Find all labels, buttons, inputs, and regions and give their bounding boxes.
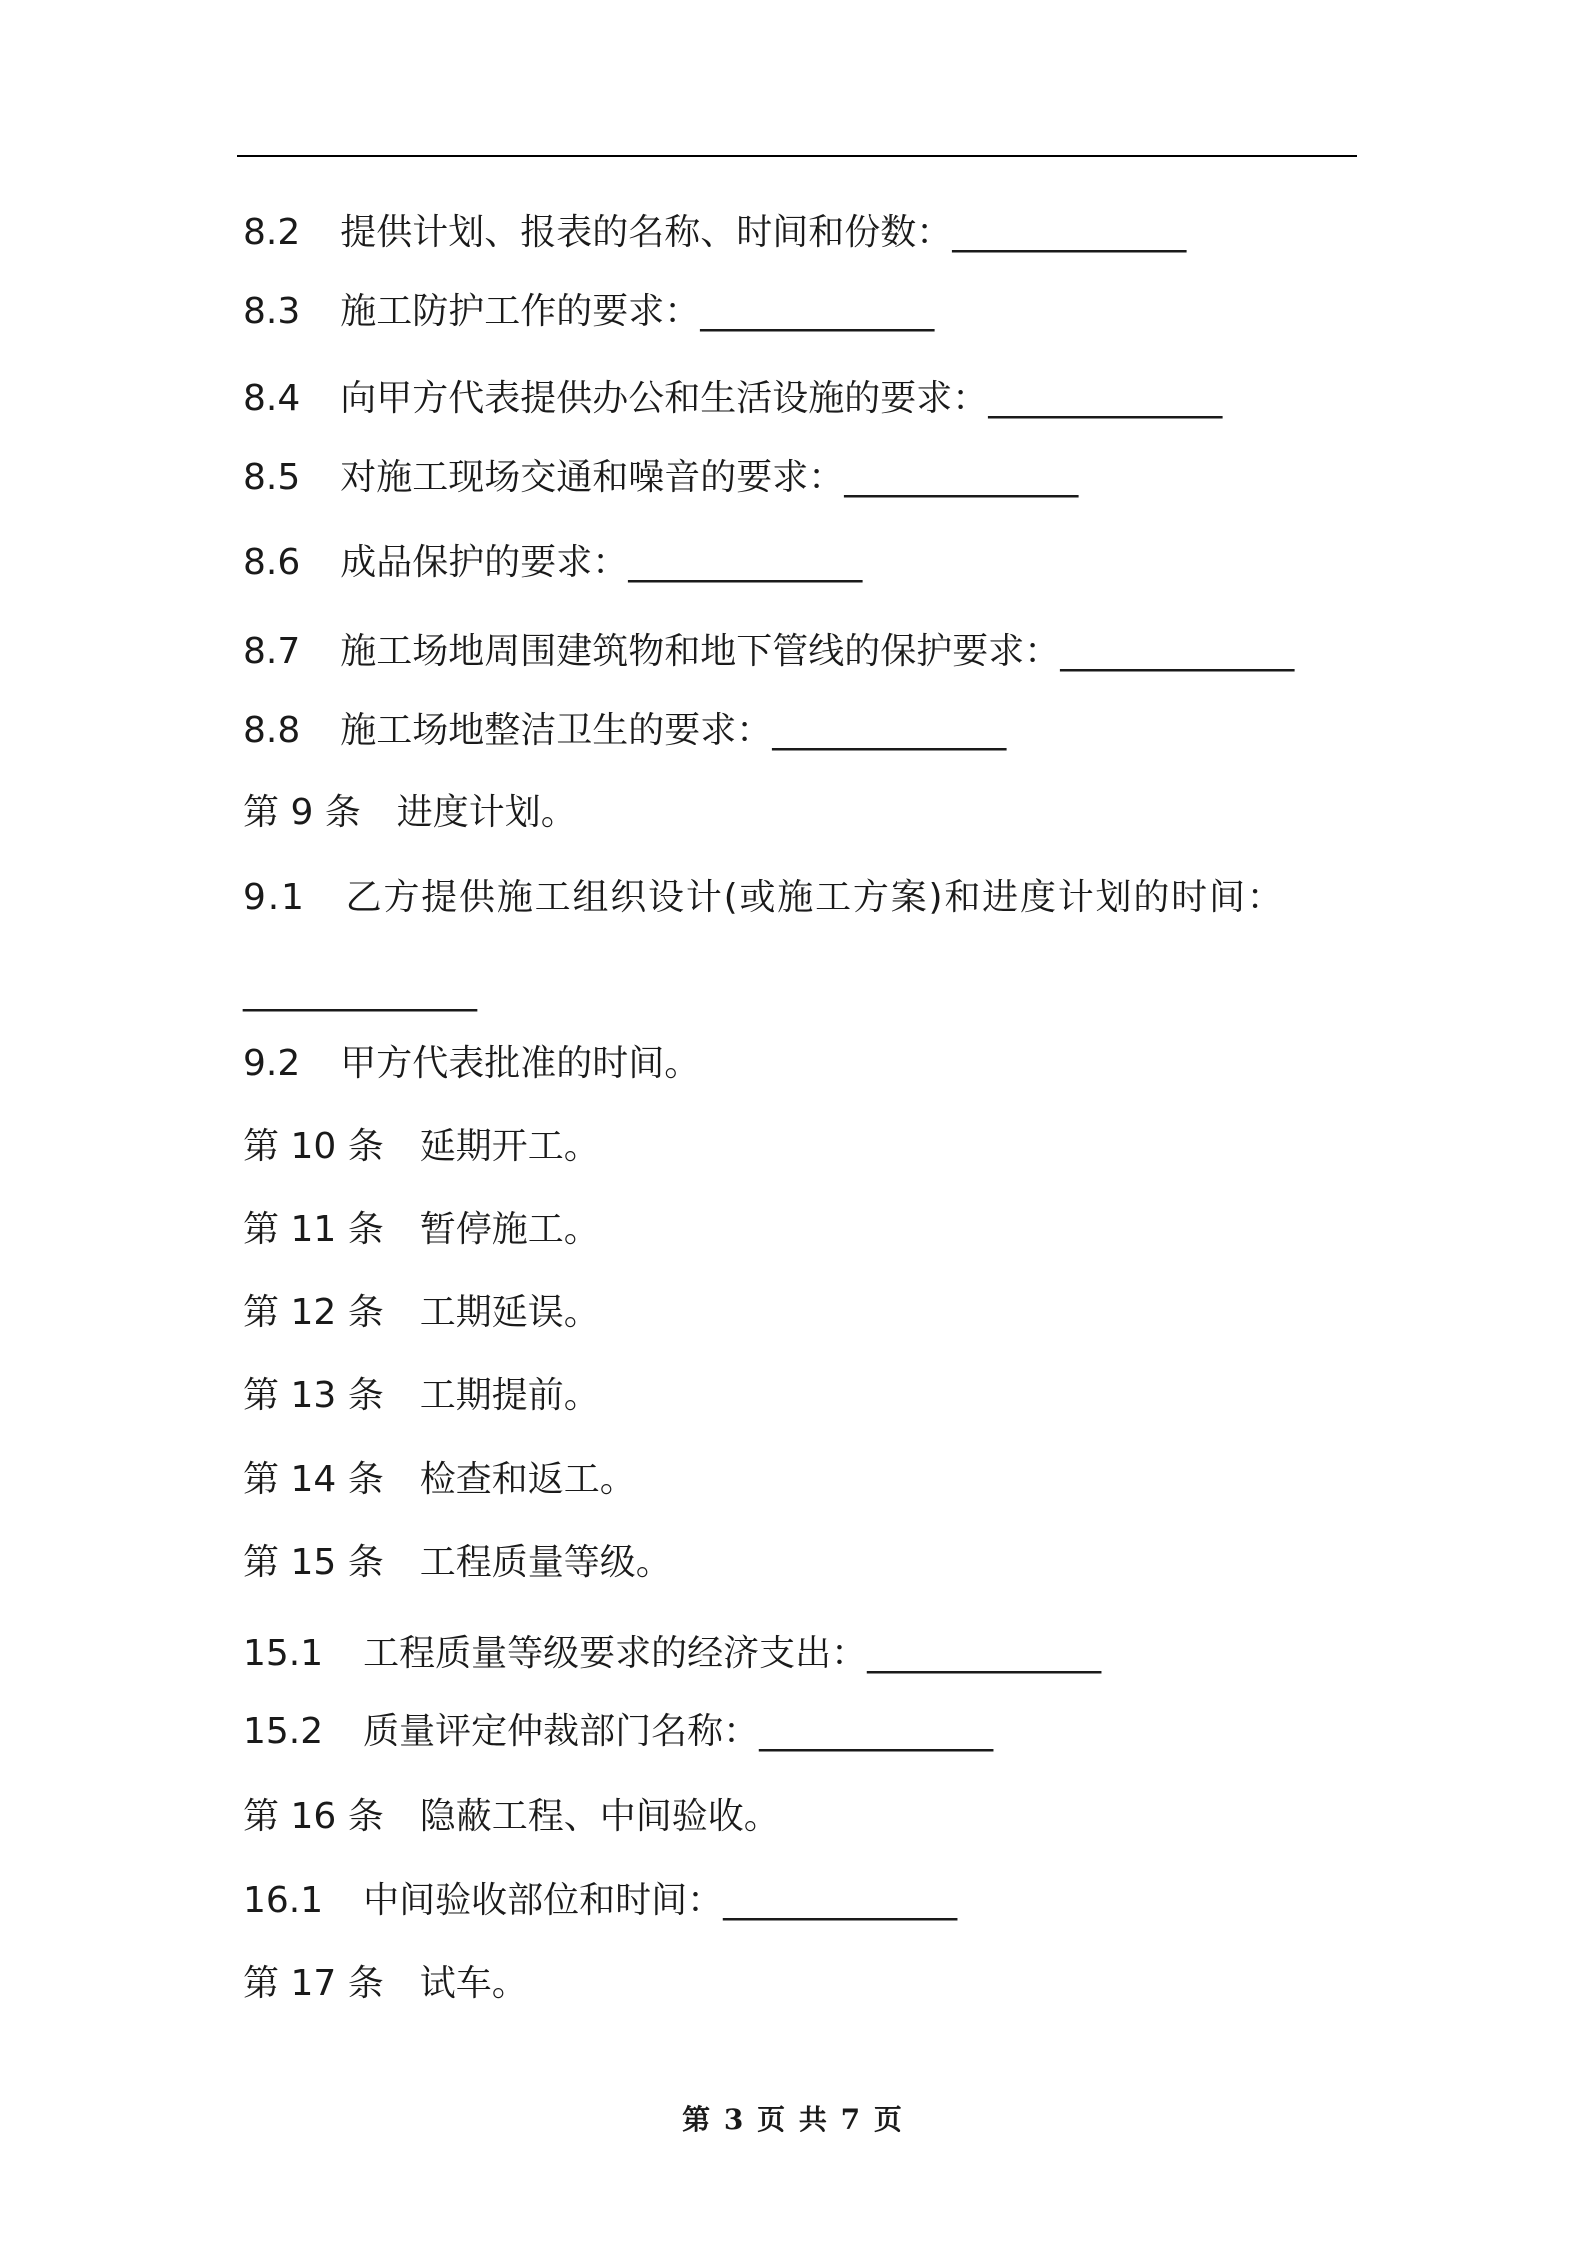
clause-15-2 [243, 1710, 993, 1754]
clause-number: 8.4 [243, 378, 301, 419]
article-number: 第 11 条 [243, 1209, 384, 1250]
clause-9-1 [243, 876, 1285, 920]
fill-in-blank: _____________ [867, 1633, 1102, 1674]
clause-8-7 [243, 630, 1294, 674]
clause-text: 中间验收部位和时间： [363, 1880, 724, 1921]
article-14 [243, 1458, 636, 1502]
clause-number: 8.6 [243, 542, 301, 583]
fill-in-blank: _____________ [243, 971, 477, 1012]
article-title: 工期提前。 [419, 1375, 600, 1416]
clause-8-8 [243, 709, 1006, 753]
article-16 [243, 1795, 780, 1839]
article-13 [243, 1374, 600, 1418]
article-12 [243, 1291, 600, 1335]
clause-number: 8.5 [243, 457, 301, 498]
clause-text: 工程质量等级要求的经济支出： [363, 1633, 868, 1674]
article-9 [243, 791, 577, 835]
article-title: 检查和返工。 [419, 1459, 636, 1500]
article-10 [243, 1125, 600, 1169]
clause-text: 乙方提供施工组织设计(或施工方案)和进度计划的时间： [345, 877, 1285, 918]
clause-text: 质量评定仲裁部门名称： [363, 1711, 760, 1752]
article-number: 第 9 条 [243, 792, 361, 833]
clause-8-4 [243, 377, 1222, 421]
clause-number: 16.1 [243, 1880, 324, 1921]
clause-number: 8.2 [243, 212, 301, 253]
clause-8-5 [243, 456, 1078, 500]
clause-text: 成品保护的要求： [340, 542, 629, 583]
clause-text: 提供计划、报表的名称、时间和份数： [340, 212, 953, 253]
article-17 [243, 1962, 528, 2006]
clause-number: 9.1 [243, 877, 306, 918]
article-title: 隐蔽工程、中间验收。 [419, 1796, 780, 1837]
clause-8-2 [243, 211, 1186, 255]
fill-in-blank: _____________ [1060, 631, 1295, 672]
clause-text: 向甲方代表提供办公和生活设施的要求： [340, 378, 989, 419]
fill-in-blank: _____________ [988, 378, 1223, 419]
clause-number: 15.2 [243, 1711, 324, 1752]
fill-in-blank: _____________ [952, 212, 1187, 253]
clause-text: 施工场地周围建筑物和地下管线的保护要求： [340, 631, 1061, 672]
fill-in-blank: _____________ [700, 291, 935, 332]
clause-text: 施工防护工作的要求： [340, 291, 701, 332]
page-footer: 第 3 页 共 7 页 [682, 2103, 904, 2136]
article-number: 第 15 条 [243, 1542, 384, 1583]
article-number: 第 17 条 [243, 1963, 384, 2004]
clause-text: 施工场地整洁卫生的要求： [340, 710, 773, 751]
fill-in-blank: _____________ [759, 1711, 994, 1752]
clause-15-1 [243, 1632, 1101, 1676]
article-number: 第 13 条 [243, 1375, 384, 1416]
article-number: 第 12 条 [243, 1292, 384, 1333]
clause-number: 8.7 [243, 631, 301, 672]
clause-number: 8.8 [243, 710, 301, 751]
clause-16-1 [243, 1879, 957, 1923]
article-title: 工程质量等级。 [419, 1542, 672, 1583]
clause-9-2 [243, 1042, 700, 1086]
article-title: 进度计划。 [396, 792, 577, 833]
clause-number: 9.2 [243, 1043, 301, 1084]
article-title: 工期延误。 [419, 1292, 600, 1333]
article-title: 试车。 [419, 1963, 528, 2004]
clause-number: 8.3 [243, 291, 301, 332]
fill-in-blank: _____________ [723, 1880, 958, 1921]
article-15 [243, 1541, 672, 1585]
header-rule [237, 155, 1357, 157]
clause-text: 对施工现场交通和噪音的要求： [340, 457, 845, 498]
article-title: 暂停施工。 [419, 1209, 600, 1250]
fill-in-blank: _____________ [628, 542, 863, 583]
clause-9-1-blank-line [243, 970, 477, 1014]
article-title: 延期开工。 [419, 1126, 600, 1167]
clause-text: 甲方代表批准的时间。 [340, 1043, 701, 1084]
article-number: 第 10 条 [243, 1126, 384, 1167]
article-number: 第 16 条 [243, 1796, 384, 1837]
clause-8-3 [243, 290, 934, 334]
fill-in-blank: _____________ [772, 710, 1007, 751]
article-number: 第 14 条 [243, 1459, 384, 1500]
clause-number: 15.1 [243, 1633, 324, 1674]
clause-8-6 [243, 541, 862, 585]
article-11 [243, 1208, 600, 1252]
fill-in-blank: _____________ [844, 457, 1079, 498]
